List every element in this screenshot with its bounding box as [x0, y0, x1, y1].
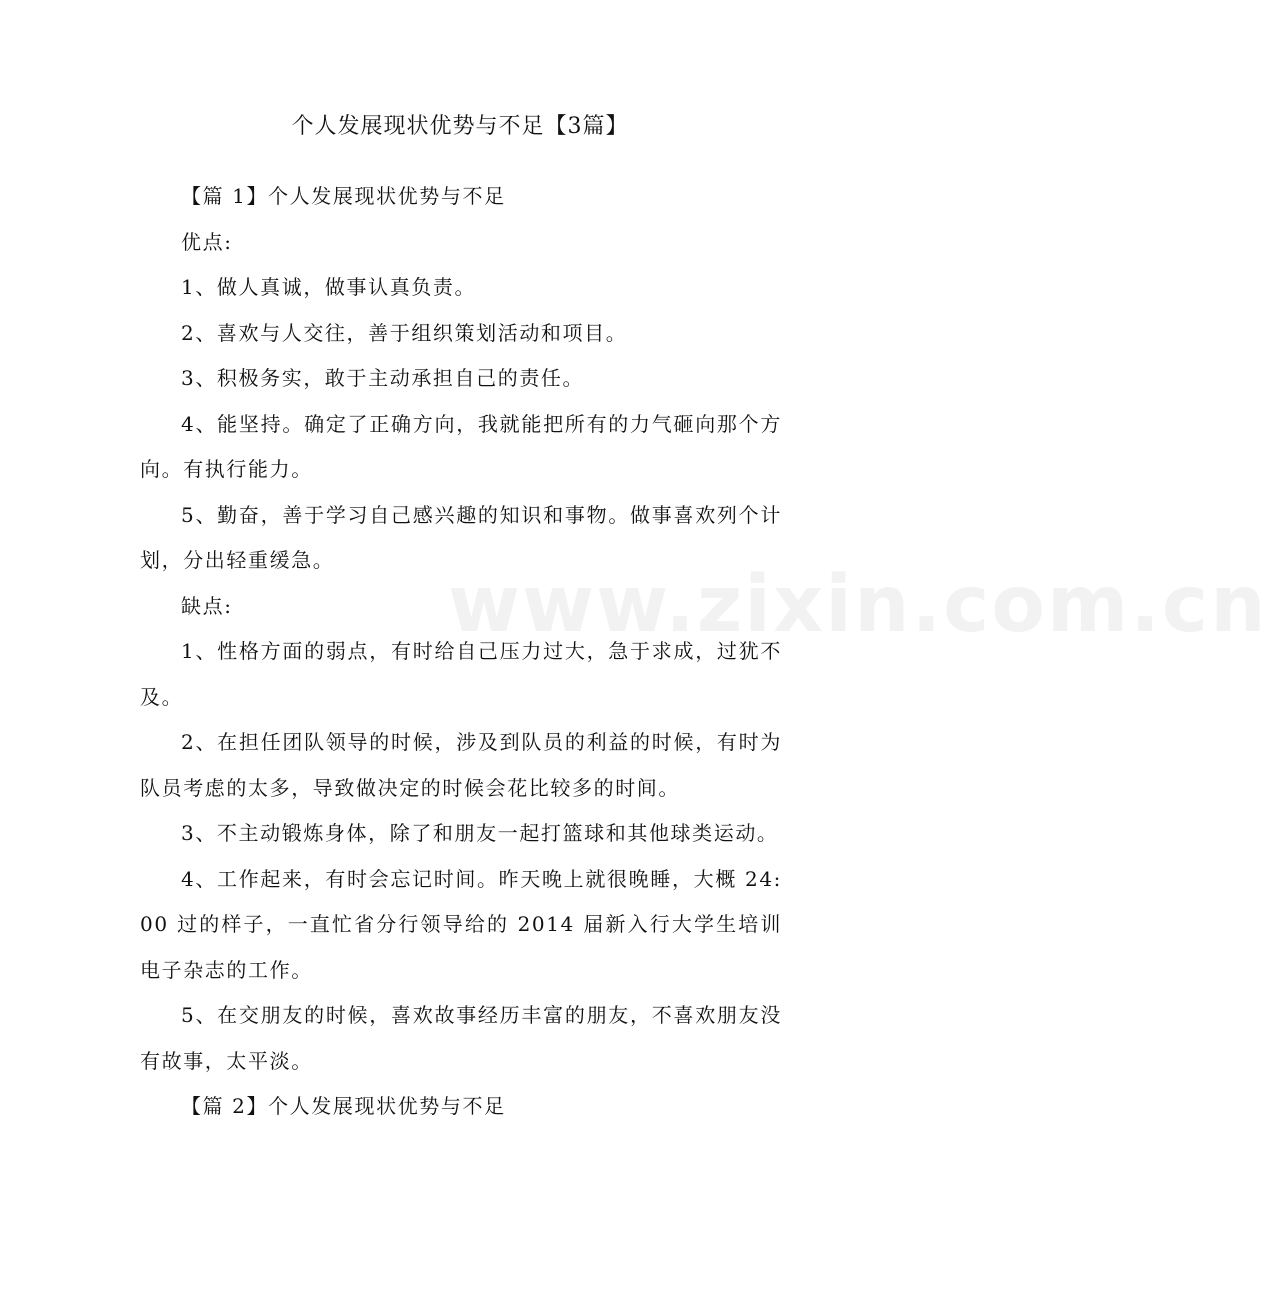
document-title: 个人发展现状优势与不足【3篇】	[291, 114, 629, 139]
watermark: www.zixin.com.cn	[448, 560, 1268, 650]
strengths-heading: 优点:	[181, 229, 233, 254]
weakness-item-5: 5、在交朋友的时候，喜欢故事经历丰富的朋友，不喜欢朋友没有故事，太平淡。	[140, 1003, 782, 1073]
strength-item-3: 3、积极务实，敢于主动承担自己的责任。	[181, 366, 585, 390]
strength-item-1: 1、做人真诚，做事认真负责。	[181, 275, 477, 299]
section-heading-2: 【篇 2】个人发展现状优势与不足	[181, 1094, 506, 1118]
weakness-item-3: 3、不主动锻炼身体，除了和朋友一起打篮球和其他球类运动。	[181, 821, 779, 845]
strength-item-4: 4、能坚持。确定了正确方向，我就能把所有的力气砸向那个方向。有执行能力。	[140, 411, 782, 481]
document-body	[140, 174, 782, 1130]
strength-item-2: 2、喜欢与人交往，善于组织策划活动和项目。	[181, 320, 628, 345]
strength-item-5: 5、勤奋，善于学习自己感兴趣的知识和事物。做事喜欢列个计划，分出轻重缓急。	[140, 502, 782, 572]
weakness-item-2: 2、在担任团队领导的时候，涉及到队员的利益的时候，有时为队员考虑的太多，导致做决定的时候会花比较多的时间。	[140, 730, 782, 800]
section-heading-1: 【篇 1】个人发展现状优势与不足	[181, 184, 506, 208]
weaknesses-heading: 缺点:	[181, 593, 233, 618]
weakness-item-1: 1、性格方面的弱点，有时给自己压力过大，急于求成，过犹不及。	[140, 639, 782, 709]
weakness-item-4: 4、工作起来，有时会忘记时间。昨天晚上就很晚睡，大概 24: 00 过的样子，一直忙省分行领导给的 2014 届新入行大学生培训电子杂志的工作。	[140, 866, 782, 982]
